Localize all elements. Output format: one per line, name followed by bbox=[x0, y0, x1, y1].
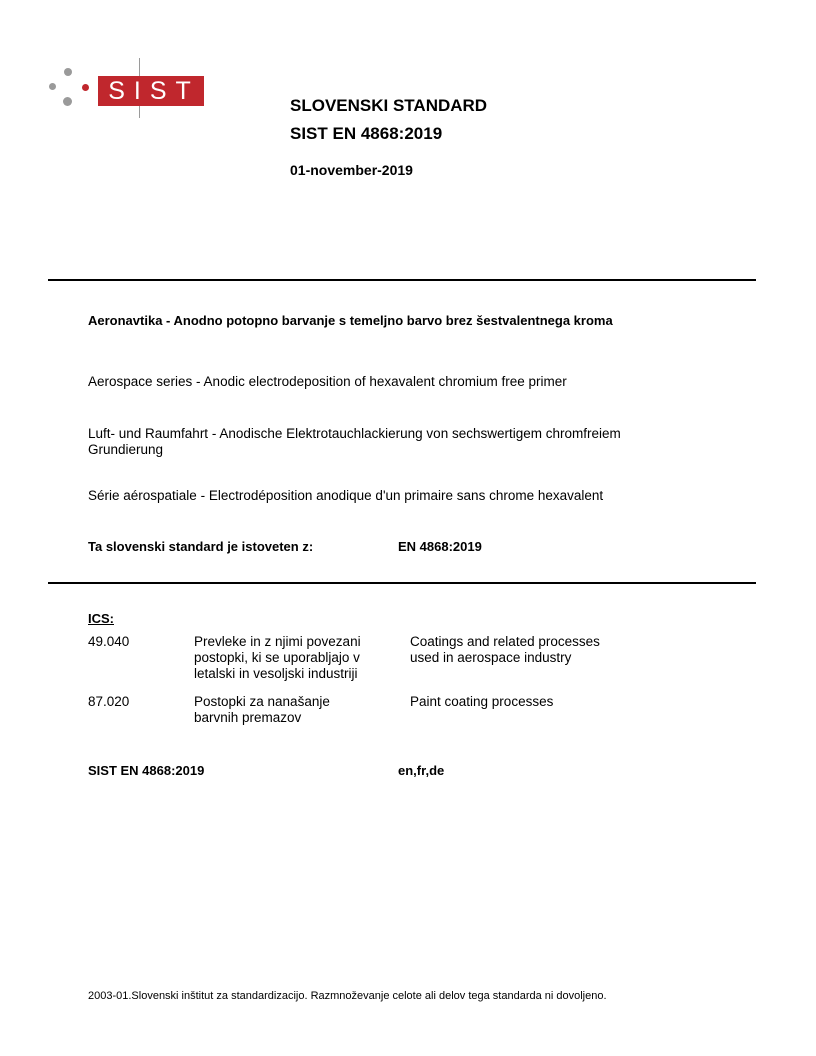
logo-dot bbox=[63, 97, 72, 106]
copyright-footer: 2003-01.Slovenski inštitut za standardizacijo. Razmnoževanje celote ali delov tega standarda ni dovoljeno. bbox=[88, 990, 607, 1002]
ics-label: ICS: bbox=[88, 611, 114, 626]
logo-dot bbox=[64, 68, 72, 76]
publication-date: 01-november-2019 bbox=[290, 162, 413, 178]
ics-description-sl: Postopki za nanašanje barvnih premazov bbox=[194, 694, 330, 725]
ics-code: 87.020 bbox=[88, 694, 130, 709]
ics-code: 49.040 bbox=[88, 634, 130, 649]
ics-row bbox=[88, 694, 688, 728]
languages: en,fr,de bbox=[398, 763, 445, 778]
title-english: Aerospace series - Anodic electrodeposition of hexavalent chromium free primer bbox=[88, 374, 567, 389]
identical-value: EN 4868:2019 bbox=[398, 539, 482, 554]
logo-dot bbox=[49, 83, 56, 90]
divider-top bbox=[48, 279, 756, 281]
sist-logo: SIST bbox=[98, 76, 204, 106]
title-german: Luft- und Raumfahrt - Anodische Elektrotauchlackierung von sechswertigem chromfreiem Grundierung bbox=[88, 426, 621, 457]
ics-description-sl: Prevleke in z njimi povezani postopki, ki se uporabljajo v letalski in vesoljski industriji bbox=[194, 634, 361, 681]
standard-type: SLOVENSKI STANDARD bbox=[290, 96, 488, 115]
ics-description-en: Paint coating processes bbox=[410, 694, 554, 709]
identical-label: Ta slovenski standard je istoveten z: bbox=[88, 539, 314, 554]
standard-number: SIST EN 4868:2019 bbox=[290, 124, 443, 143]
divider-bottom bbox=[48, 582, 756, 584]
ics-description-en: Coatings and related processes used in aerospace industry bbox=[410, 634, 600, 665]
bottom-standard-number: SIST EN 4868:2019 bbox=[88, 763, 205, 778]
logo-dot bbox=[82, 84, 89, 91]
title-french: Série aérospatiale - Electrodéposition anodique d'un primaire sans chrome hexavalent bbox=[88, 488, 604, 503]
title-slovenian: Aeronavtika - Anodno potopno barvanje s temeljno barvo brez šestvalentnega kroma bbox=[88, 313, 613, 328]
ics-row bbox=[88, 634, 688, 684]
